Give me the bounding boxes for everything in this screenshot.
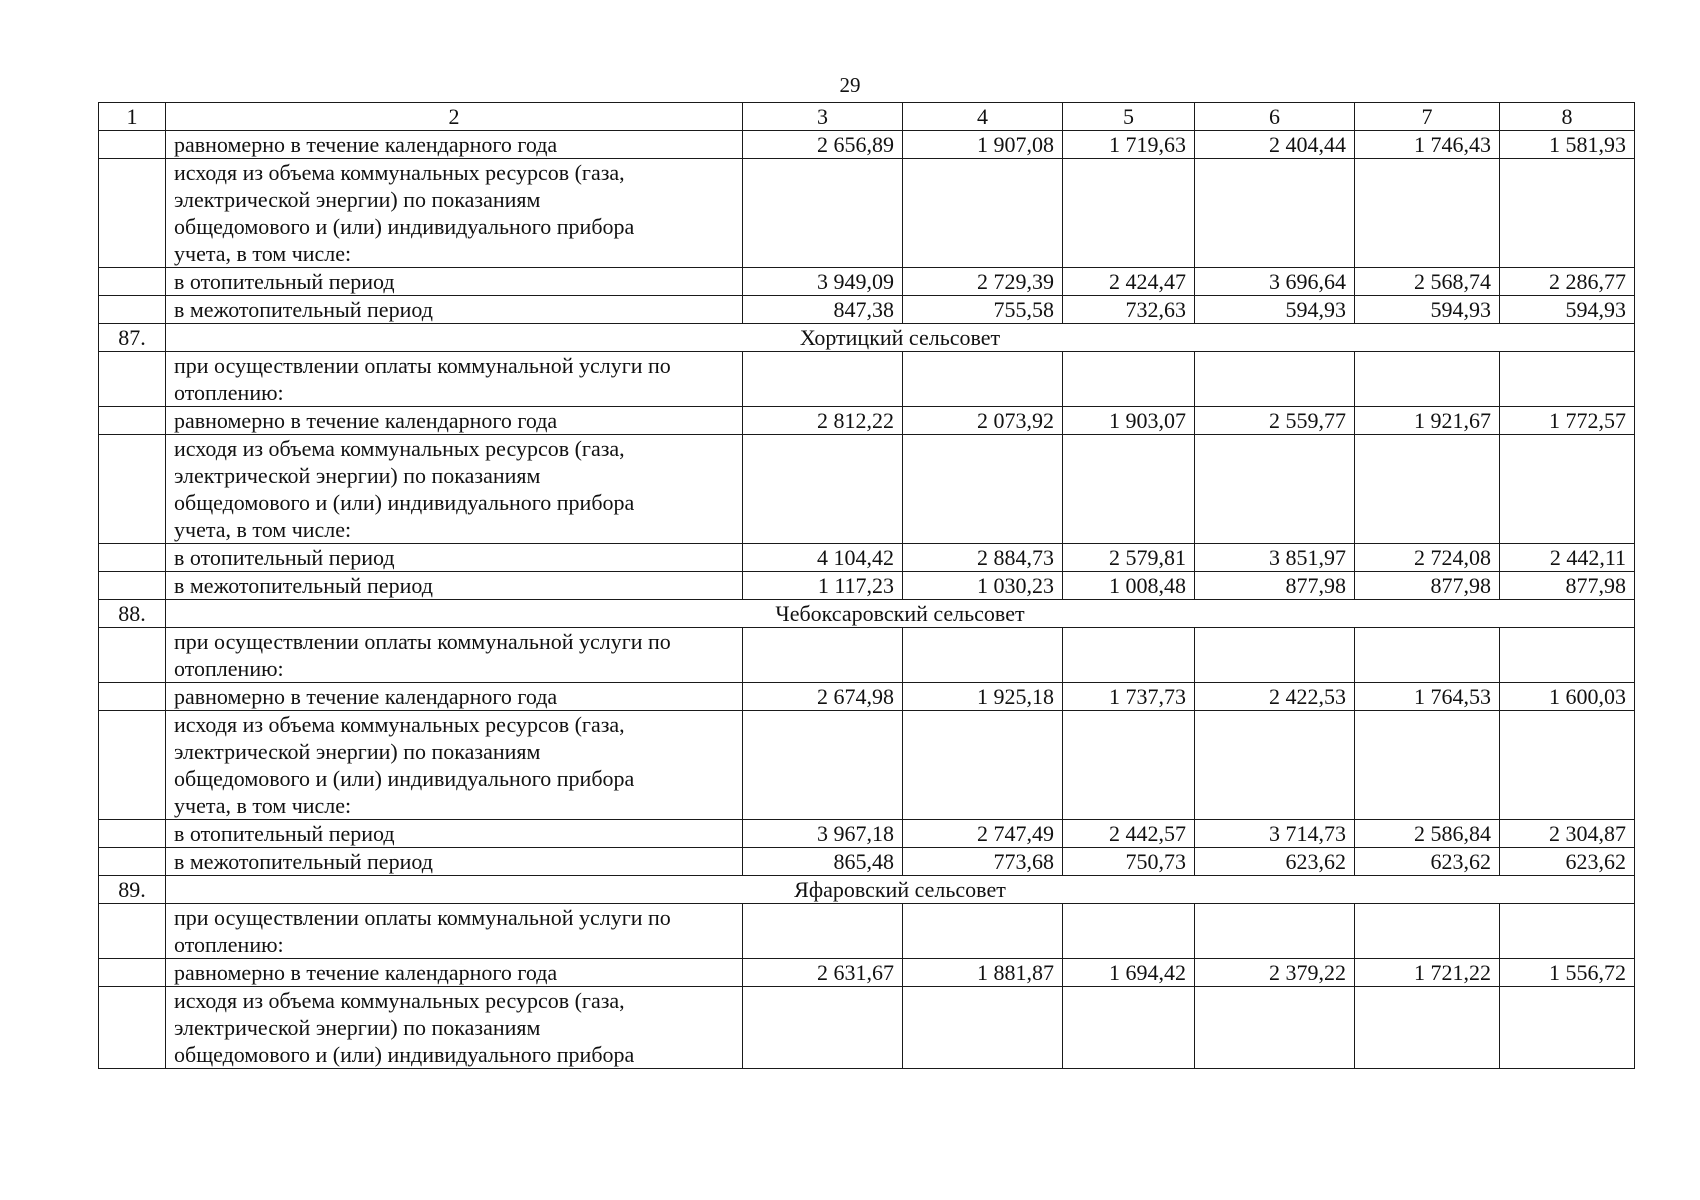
value-cell bbox=[1355, 628, 1500, 683]
value-cell: 773,68 bbox=[903, 848, 1063, 876]
table-row bbox=[99, 131, 1635, 159]
value-cell: 2 404,44 bbox=[1195, 131, 1355, 159]
value-cell bbox=[903, 159, 1063, 268]
value-cell: 3 714,73 bbox=[1195, 820, 1355, 848]
table-row bbox=[99, 159, 1635, 268]
section-row bbox=[99, 876, 1635, 904]
table-row bbox=[99, 572, 1635, 600]
value-cell bbox=[1063, 987, 1195, 1069]
row-description: при осуществлении оплаты коммунальной услуги по отоплению: bbox=[166, 352, 743, 407]
tariff-table bbox=[98, 102, 1635, 1069]
table-row bbox=[99, 628, 1635, 683]
section-row bbox=[99, 324, 1635, 352]
value-cell bbox=[1195, 159, 1355, 268]
value-cell: 1 008,48 bbox=[1063, 572, 1195, 600]
value-cell bbox=[1500, 628, 1635, 683]
value-cell: 847,38 bbox=[743, 296, 903, 324]
column-header: 5 bbox=[1063, 103, 1195, 131]
value-cell bbox=[1063, 711, 1195, 820]
value-cell: 2 424,47 bbox=[1063, 268, 1195, 296]
row-description: равномерно в течение календарного года bbox=[166, 407, 743, 435]
value-cell bbox=[1063, 628, 1195, 683]
section-title: Хортицкий сельсовет bbox=[166, 324, 1635, 352]
value-cell: 3 967,18 bbox=[743, 820, 903, 848]
value-cell: 2 656,89 bbox=[743, 131, 903, 159]
value-cell: 1 881,87 bbox=[903, 959, 1063, 987]
value-cell bbox=[1063, 352, 1195, 407]
row-description: в межотопительный период bbox=[166, 296, 743, 324]
row-description: исходя из объема коммунальных ресурсов (газа, электрической энергии) по показаниям общедомового и (или) индивидуального прибора учета, в том числе: bbox=[166, 159, 743, 268]
value-cell: 1 772,57 bbox=[1500, 407, 1635, 435]
column-header: 6 bbox=[1195, 103, 1355, 131]
value-cell: 4 104,42 bbox=[743, 544, 903, 572]
row-description: равномерно в течение календарного года bbox=[166, 959, 743, 987]
value-cell bbox=[743, 352, 903, 407]
row-number bbox=[99, 435, 166, 544]
row-number: 89. bbox=[99, 876, 166, 904]
table-row bbox=[99, 711, 1635, 820]
value-cell bbox=[1355, 904, 1500, 959]
value-cell bbox=[743, 159, 903, 268]
row-number bbox=[99, 159, 166, 268]
value-cell bbox=[1355, 435, 1500, 544]
row-description: в межотопительный период bbox=[166, 572, 743, 600]
table-row bbox=[99, 959, 1635, 987]
value-cell bbox=[743, 904, 903, 959]
value-cell: 594,93 bbox=[1355, 296, 1500, 324]
value-cell bbox=[743, 628, 903, 683]
value-cell: 1 737,73 bbox=[1063, 683, 1195, 711]
table-row bbox=[99, 296, 1635, 324]
value-cell: 1 719,63 bbox=[1063, 131, 1195, 159]
value-cell: 1 694,42 bbox=[1063, 959, 1195, 987]
row-number bbox=[99, 987, 166, 1069]
value-cell: 623,62 bbox=[1355, 848, 1500, 876]
value-cell bbox=[1195, 628, 1355, 683]
row-description: в отопительный период bbox=[166, 268, 743, 296]
value-cell: 755,58 bbox=[903, 296, 1063, 324]
table-row bbox=[99, 544, 1635, 572]
row-description: исходя из объема коммунальных ресурсов (газа, электрической энергии) по показаниям общедомового и (или) индивидуального прибора учета, в том числе: bbox=[166, 435, 743, 544]
table-row bbox=[99, 268, 1635, 296]
row-description: при осуществлении оплаты коммунальной услуги по отоплению: bbox=[166, 628, 743, 683]
row-number bbox=[99, 572, 166, 600]
value-cell bbox=[743, 711, 903, 820]
table-row bbox=[99, 987, 1635, 1069]
value-cell: 1 764,53 bbox=[1355, 683, 1500, 711]
value-cell: 732,63 bbox=[1063, 296, 1195, 324]
value-cell bbox=[1355, 159, 1500, 268]
value-cell bbox=[903, 628, 1063, 683]
value-cell bbox=[1500, 987, 1635, 1069]
value-cell: 877,98 bbox=[1195, 572, 1355, 600]
row-description: в межотопительный период bbox=[166, 848, 743, 876]
table-row bbox=[99, 407, 1635, 435]
section-row bbox=[99, 600, 1635, 628]
value-cell bbox=[1063, 904, 1195, 959]
value-cell: 2 379,22 bbox=[1195, 959, 1355, 987]
value-cell bbox=[903, 904, 1063, 959]
value-cell bbox=[1500, 904, 1635, 959]
value-cell bbox=[903, 352, 1063, 407]
value-cell bbox=[1500, 435, 1635, 544]
value-cell bbox=[1195, 352, 1355, 407]
value-cell: 594,93 bbox=[1195, 296, 1355, 324]
value-cell: 2 568,74 bbox=[1355, 268, 1500, 296]
value-cell bbox=[1500, 159, 1635, 268]
value-cell: 2 442,57 bbox=[1063, 820, 1195, 848]
value-cell bbox=[903, 987, 1063, 1069]
value-cell: 3 949,09 bbox=[743, 268, 903, 296]
table-body bbox=[99, 131, 1635, 1069]
value-cell bbox=[1355, 987, 1500, 1069]
value-cell: 2 884,73 bbox=[903, 544, 1063, 572]
value-cell: 2 559,77 bbox=[1195, 407, 1355, 435]
row-description: исходя из объема коммунальных ресурсов (газа, электрической энергии) по показаниям общедомового и (или) индивидуального прибора учета, в том числе: bbox=[166, 711, 743, 820]
row-number bbox=[99, 296, 166, 324]
value-cell: 1 746,43 bbox=[1355, 131, 1500, 159]
row-number bbox=[99, 848, 166, 876]
value-cell bbox=[1195, 711, 1355, 820]
value-cell: 3 851,97 bbox=[1195, 544, 1355, 572]
row-number bbox=[99, 711, 166, 820]
value-cell: 623,62 bbox=[1195, 848, 1355, 876]
section-title: Чебоксаровский сельсовет bbox=[166, 600, 1635, 628]
value-cell: 1 600,03 bbox=[1500, 683, 1635, 711]
row-number bbox=[99, 407, 166, 435]
value-cell: 750,73 bbox=[1063, 848, 1195, 876]
value-cell: 877,98 bbox=[1500, 572, 1635, 600]
value-cell bbox=[1195, 987, 1355, 1069]
value-cell: 2 724,08 bbox=[1355, 544, 1500, 572]
table-row bbox=[99, 435, 1635, 544]
value-cell: 1 907,08 bbox=[903, 131, 1063, 159]
column-header: 1 bbox=[99, 103, 166, 131]
value-cell: 1 903,07 bbox=[1063, 407, 1195, 435]
row-description: равномерно в течение календарного года bbox=[166, 131, 743, 159]
column-header: 8 bbox=[1500, 103, 1635, 131]
value-cell bbox=[1063, 435, 1195, 544]
value-cell bbox=[1195, 904, 1355, 959]
value-cell: 2 674,98 bbox=[743, 683, 903, 711]
row-number bbox=[99, 904, 166, 959]
column-number-header-row bbox=[99, 103, 1635, 131]
value-cell: 877,98 bbox=[1355, 572, 1500, 600]
value-cell: 3 696,64 bbox=[1195, 268, 1355, 296]
row-description: равномерно в течение календарного года bbox=[166, 683, 743, 711]
page-number: 29 bbox=[839, 73, 861, 97]
table-row bbox=[99, 848, 1635, 876]
row-description: исходя из объема коммунальных ресурсов (газа, электрической энергии) по показаниям общедомового и (или) индивидуального прибора bbox=[166, 987, 743, 1069]
value-cell: 623,62 bbox=[1500, 848, 1635, 876]
row-number bbox=[99, 628, 166, 683]
row-number bbox=[99, 959, 166, 987]
value-cell: 1 581,93 bbox=[1500, 131, 1635, 159]
value-cell: 2 442,11 bbox=[1500, 544, 1635, 572]
row-number: 87. bbox=[99, 324, 166, 352]
row-number bbox=[99, 544, 166, 572]
value-cell: 2 422,53 bbox=[1195, 683, 1355, 711]
table-row bbox=[99, 904, 1635, 959]
value-cell bbox=[743, 987, 903, 1069]
table-row bbox=[99, 683, 1635, 711]
table-row bbox=[99, 352, 1635, 407]
value-cell bbox=[1195, 435, 1355, 544]
value-cell: 865,48 bbox=[743, 848, 903, 876]
value-cell bbox=[1355, 711, 1500, 820]
value-cell: 2 729,39 bbox=[903, 268, 1063, 296]
row-number bbox=[99, 268, 166, 296]
value-cell: 1 721,22 bbox=[1355, 959, 1500, 987]
value-cell bbox=[903, 435, 1063, 544]
value-cell: 1 117,23 bbox=[743, 572, 903, 600]
value-cell bbox=[1500, 352, 1635, 407]
value-cell bbox=[1063, 159, 1195, 268]
row-number bbox=[99, 683, 166, 711]
value-cell: 1 925,18 bbox=[903, 683, 1063, 711]
row-description: в отопительный период bbox=[166, 820, 743, 848]
value-cell bbox=[1500, 711, 1635, 820]
column-header: 4 bbox=[903, 103, 1063, 131]
value-cell: 2 747,49 bbox=[903, 820, 1063, 848]
value-cell: 1 030,23 bbox=[903, 572, 1063, 600]
value-cell: 2 812,22 bbox=[743, 407, 903, 435]
row-description: в отопительный период bbox=[166, 544, 743, 572]
row-number bbox=[99, 352, 166, 407]
value-cell: 2 304,87 bbox=[1500, 820, 1635, 848]
value-cell: 2 073,92 bbox=[903, 407, 1063, 435]
value-cell: 2 586,84 bbox=[1355, 820, 1500, 848]
table-row bbox=[99, 820, 1635, 848]
value-cell: 2 286,77 bbox=[1500, 268, 1635, 296]
value-cell bbox=[743, 435, 903, 544]
row-number bbox=[99, 131, 166, 159]
value-cell bbox=[1355, 352, 1500, 407]
row-number bbox=[99, 820, 166, 848]
value-cell: 2 579,81 bbox=[1063, 544, 1195, 572]
value-cell: 1 556,72 bbox=[1500, 959, 1635, 987]
column-header: 7 bbox=[1355, 103, 1500, 131]
row-description: при осуществлении оплаты коммунальной услуги по отоплению: bbox=[166, 904, 743, 959]
value-cell: 2 631,67 bbox=[743, 959, 903, 987]
section-title: Яфаровский сельсовет bbox=[166, 876, 1635, 904]
value-cell: 1 921,67 bbox=[1355, 407, 1500, 435]
column-header: 3 bbox=[743, 103, 903, 131]
column-header: 2 bbox=[166, 103, 743, 131]
value-cell: 594,93 bbox=[1500, 296, 1635, 324]
value-cell bbox=[903, 711, 1063, 820]
row-number: 88. bbox=[99, 600, 166, 628]
